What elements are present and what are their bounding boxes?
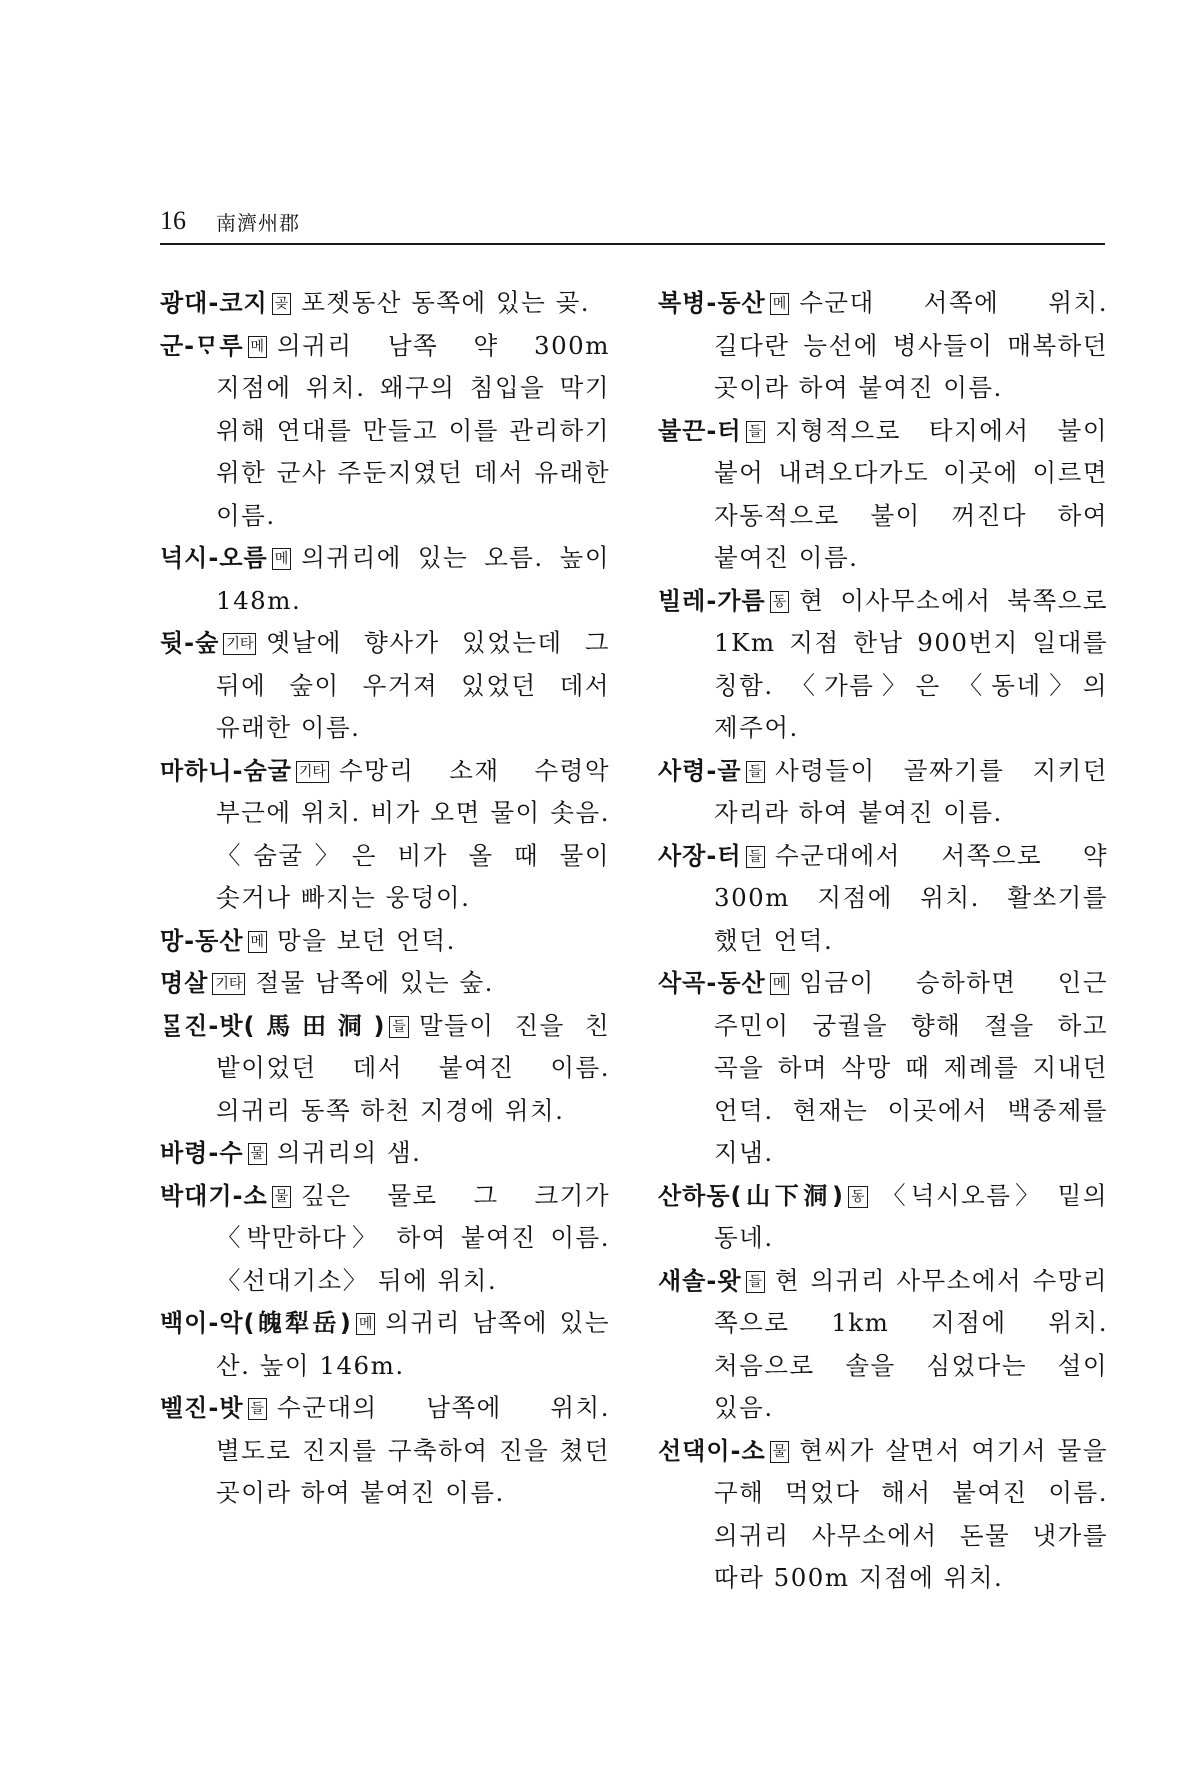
glossary-entry [160,1387,610,1515]
glossary-entry [160,920,610,963]
entry-description: 말들이 진을 친 밭이었던 데서 붙여진 이름. 의귀리 동쪽 하천 지경에 위치. [216,1010,611,1125]
entry-term: 선댁이-소 [658,1436,766,1465]
glossary-entry [160,537,610,622]
entry-description: 임금이 승하하면 인근 주민이 궁궐을 향해 절을 하고 곡을 하며 삭망 때 제례를 지내던 언덕. 현재는 이곳에서 백중제를 지냄. [714,968,1108,1167]
category-tag: 동 [770,591,790,613]
entry-description: 수군대 서쪽에 위치. 길다란 능선에 병사들이 매복하던 곳이라 하여 붙여진 이름. [714,288,1108,402]
entry-description: 망을 보던 언덕. [277,925,456,955]
entry-term: 벨진-밧 [160,1394,244,1422]
entry-term: 삭곡-동산 [658,969,766,997]
entry-term: 사장-터 [658,841,742,870]
entry-description: 사령들이 골짜기를 지키던 자리라 하여 붙여진 이름. [714,755,1108,827]
entry-term: 마하니-숨굴 [160,756,292,785]
entry-description: 의귀리의 샘. [277,1138,422,1167]
glossary-entry [160,282,610,325]
page-number: 16 [160,206,186,235]
entry-description: 현 의귀리 사무소에서 수망리 쪽으로 1km 지점에 위치. 처음으로 솔을 심었다는 설이 있음. [714,1265,1108,1422]
glossary-entry [658,962,1108,1175]
entry-description: 수군대의 남쪽에 위치. 별도로 진지를 구축하여 진을 쳤던 곳이라 하여 붙여진 이름. [216,1393,610,1507]
entry-term: ᄆᆞᆯ진-밧(馬田洞) [160,1011,386,1040]
category-tag: 메 [770,293,790,315]
entry-term: 바령-수 [160,1139,244,1167]
category-tag: 들 [746,761,766,783]
entry-description: 절물 남쪽에 있는 숲. [255,968,494,997]
glossary-entry [160,1175,610,1303]
entry-description: 의귀리 남쪽 약 300m 지점에 위치. 왜구의 침입을 막기 위해 연대를 만들고 이를 관리하기 위한 군사 주둔지였던 데서 유래한 이름. [216,330,610,530]
entry-description: 지형적으로 타지에서 불이 붙어 내려오다가도 이곳에 이르면 자동적으로 불이 꺼진다 하여 붙여진 이름. [714,415,1108,572]
entry-description: 수망리 소재 수령악 부근에 위치. 비가 오면 물이 솟음. 〈숨굴〉은 비가 올 때 물이 솟거나 빠지는 웅덩이. [216,755,610,912]
entry-description: 포젯동산 동쪽에 있는 곶. [301,288,591,317]
right-column [658,282,1108,1600]
entry-term: 박대기-소 [160,1181,268,1210]
glossary-entry [160,1005,610,1133]
category-tag: 메 [272,548,292,570]
category-tag: 들 [746,1271,766,1293]
entry-description: 옛날에 향사가 있었는데 그 뒤에 숲이 우거져 있었던 데서 유래한 이름. [216,628,610,742]
category-tag: 물 [770,1441,790,1463]
entry-term: 군-ᄆᆞ루 [160,331,244,360]
entry-term: 뒷-숲 [160,629,220,657]
entry-term: 사령-골 [658,756,742,785]
entry-description: 의귀리 남쪽에 있는 산. 높이 146m. [216,1308,610,1380]
glossary-entry [160,622,610,750]
category-tag: 물 [248,1143,268,1165]
category-tag: 메 [248,336,268,358]
category-tag: 메 [356,1313,376,1335]
entry-description: 〈넉시오름〉 밑의 동네. [714,1180,1108,1252]
entry-term: 명살 [160,969,209,997]
glossary-entry [160,1302,610,1387]
glossary-entry [160,750,610,920]
glossary-entry [658,835,1108,963]
category-tag: 기타 [212,973,245,995]
category-tag: 기타 [296,761,329,783]
category-tag: 들 [746,421,766,443]
glossary-entry [658,750,1108,835]
entry-term: 복병-동산 [658,289,766,317]
glossary-entry [658,282,1108,410]
entry-description: 현 이사무소에서 북쪽으로 1Km 지점 한남 900번지 일대를 칭함. 〈가름〉은 〈동네〉의 제주어. [714,585,1108,742]
category-tag: 기타 [223,633,256,655]
glossary-entry [658,1260,1108,1430]
entry-term: 불끈-터 [658,416,742,445]
entry-term: 넉시-오름 [160,544,268,572]
entry-term: 광대-코지 [160,289,268,317]
entry-description: 의귀리에 있는 오름. 높이 148m. [216,543,610,615]
entry-description: 깊은 물로 그 크기가 〈박만하다〉 하여 붙여진 이름. 〈선대기소〉 뒤에 위치. [216,1180,610,1295]
glossary-entry [160,325,610,538]
glossary-entry [160,962,610,1005]
entry-term: 산하동(山下洞) [658,1181,845,1210]
category-tag: 메 [248,931,268,953]
running-title: 南濟州郡 [216,211,300,235]
page-header [160,205,1105,245]
entry-description: 현씨가 살면서 여기서 물을 구해 먹었다 해서 붙여진 이름. 의귀리 사무소에서 돈물 냇가를 따라 500m 지점에 위치. [714,1435,1108,1592]
glossary-entry [658,410,1108,580]
glossary-entry [658,580,1108,750]
entry-term: 빌레-가름 [658,586,766,615]
glossary-entry [160,1132,610,1175]
glossary-entry [658,1430,1108,1600]
category-tag: 들 [248,1398,268,1420]
category-tag: 동 [848,1186,868,1208]
category-tag: 물 [272,1186,292,1208]
category-tag: 들 [746,846,766,868]
category-tag: 메 [770,973,790,995]
category-tag: 들 [389,1016,409,1038]
entry-description: 수군대에서 서쪽으로 약 300m 지점에 위치. 활쏘기를 했던 언덕. [714,840,1108,955]
category-tag: 곶 [272,293,292,315]
entry-term: 백이-악(魄犁岳) [160,1309,352,1337]
glossary-entry [658,1175,1108,1260]
entry-term: 망-동산 [160,926,244,955]
entry-term: 새솔-왓 [658,1266,742,1295]
left-column [160,282,610,1515]
